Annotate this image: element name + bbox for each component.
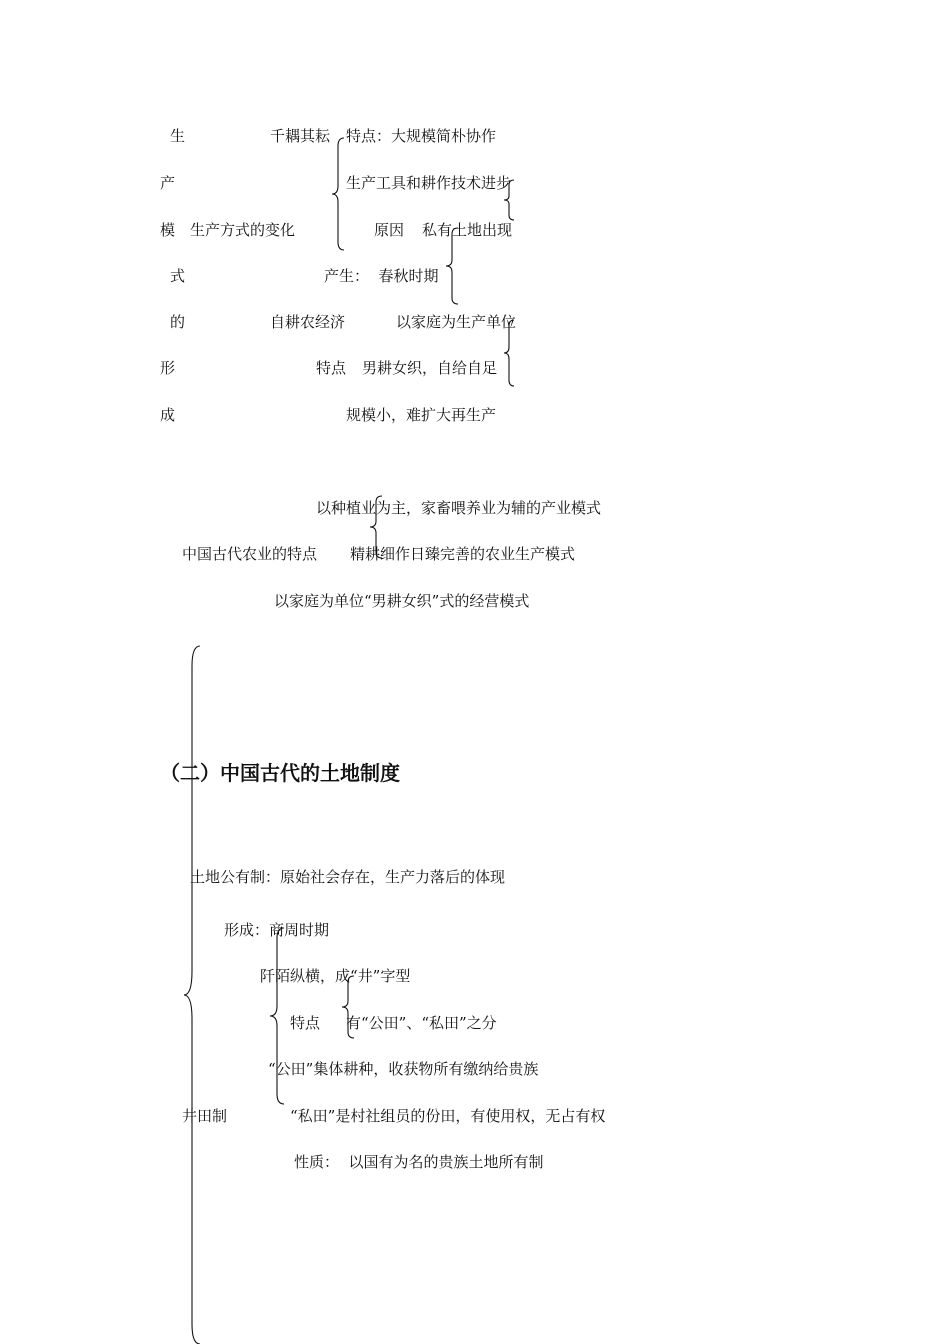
jingtian-feature-4: “私田”是村社组员的份田，有使用权，无占有权 bbox=[290, 1107, 606, 1125]
brace-agri-features bbox=[370, 496, 384, 558]
vertical-title-char-1: 生 bbox=[170, 127, 186, 145]
brace-xiaonong-features bbox=[504, 320, 516, 386]
jingtian-feature-1: 阡陌纵横，成“井”字型 bbox=[260, 967, 411, 985]
agri-features-label: 中国古代农业的特点 bbox=[182, 545, 318, 563]
section-heading: （二）中国古代的土地制度 bbox=[160, 761, 400, 785]
jingtian-nature: 性质： 以国有为名的贵族土地所有制 bbox=[294, 1153, 544, 1171]
vertical-title-char-3: 模 bbox=[160, 221, 176, 239]
vertical-title-char-7: 成 bbox=[160, 406, 176, 424]
brace-xiaonong bbox=[446, 228, 460, 304]
reason-item-2: 私有土地出现 bbox=[422, 221, 513, 239]
vertical-title-char-2: 产 bbox=[160, 174, 176, 192]
xiaonong-feature-3: 规模小，难扩大再生产 bbox=[346, 406, 497, 424]
agri-feature-2: 精耕细作日臻完善的农业生产模式 bbox=[350, 545, 576, 563]
qianou-label: 千耦其耘 bbox=[270, 127, 331, 145]
root-label: 生产方式的变化 bbox=[190, 221, 296, 239]
xiaonong-feature-1: 以家庭为生产单位 bbox=[396, 313, 517, 331]
xiaonong-feature-label: 特点 bbox=[316, 359, 347, 377]
agri-feature-3: 以家庭为单位“男耕女织”式的经营模式 bbox=[274, 592, 530, 610]
brace-qianou bbox=[332, 138, 346, 250]
qianou-feature: 特点：大规模简朴协作 bbox=[346, 127, 497, 145]
xiaonong-feature-2: 男耕女织，自给自足 bbox=[362, 359, 498, 377]
vertical-title-char-4: 式 bbox=[170, 267, 186, 285]
xiaonong-produced: 产生： 春秋时期 bbox=[324, 267, 439, 285]
jingtian-formation: 形成：商周时期 bbox=[224, 921, 330, 939]
brace-land-system bbox=[184, 646, 202, 1344]
jingtian-feature-label: 特点 bbox=[290, 1014, 321, 1032]
jingtian-label: 井田制 bbox=[182, 1107, 228, 1125]
brace-reason bbox=[504, 180, 516, 220]
jingtian-feature-3: “公田”集体耕种，收获物所有缴纳给贵族 bbox=[268, 1060, 539, 1078]
xiaonong-label: 自耕农经济 bbox=[270, 313, 346, 331]
agri-feature-1: 以种植业为主，家畜喂养业为辅的产业模式 bbox=[316, 499, 602, 517]
public-land-ownership: 土地公有制：原始社会存在，生产力落后的体现 bbox=[190, 868, 506, 886]
brace-jingtian bbox=[270, 928, 286, 1104]
brace-jingtian-features bbox=[342, 976, 356, 1038]
jingtian-feature-2: 有“公田”、“私田”之分 bbox=[346, 1014, 497, 1032]
vertical-title-char-6: 形 bbox=[160, 359, 176, 377]
reason-label: 原因 bbox=[374, 221, 405, 239]
vertical-title-char-5: 的 bbox=[170, 313, 186, 331]
reason-item-1: 生产工具和耕作技术进步 bbox=[346, 174, 512, 192]
